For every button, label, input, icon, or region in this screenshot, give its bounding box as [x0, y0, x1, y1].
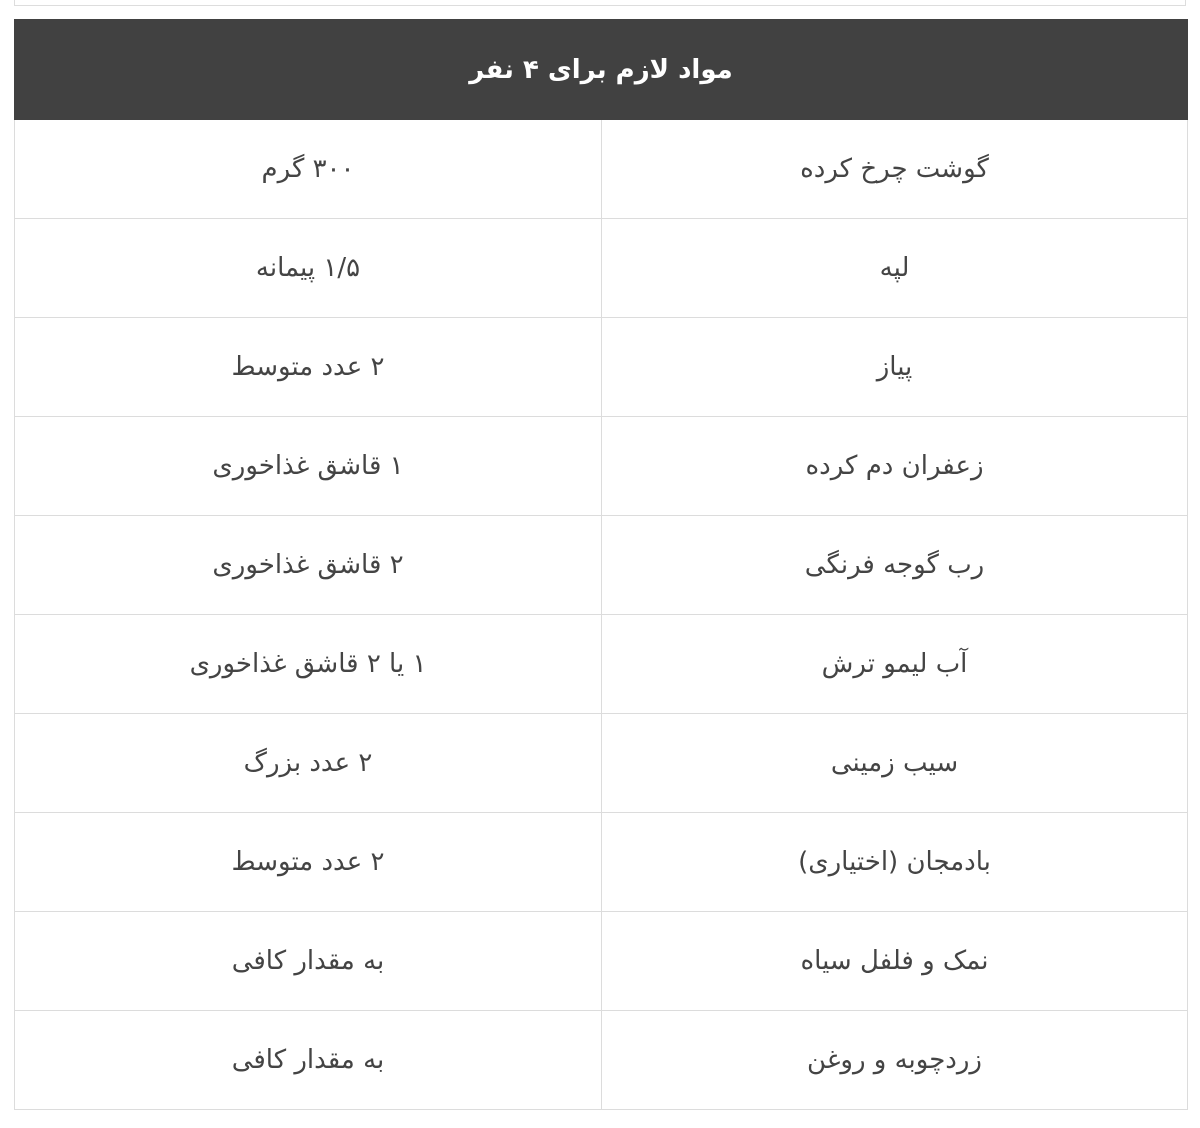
ingredient-amount: ۳۰۰ گرم [15, 120, 602, 219]
table-header-row [15, 20, 1188, 120]
ingredient-amount: ۱ یا ۲ قاشق غذاخوری [15, 615, 602, 714]
ingredient-name: لپه [602, 219, 1188, 318]
table-row [15, 219, 1188, 318]
ingredient-name: نمک و فلفل سیاه [602, 912, 1188, 1011]
table-row [15, 318, 1188, 417]
table-row [15, 516, 1188, 615]
ingredient-amount: به مقدار کافی [15, 912, 602, 1011]
ingredient-amount: ۱ قاشق غذاخوری [15, 417, 602, 516]
ingredient-name: بادمجان (اختیاری) [602, 813, 1188, 912]
ingredient-amount: ۲ عدد متوسط [15, 318, 602, 417]
table-row [15, 120, 1188, 219]
table-title: مواد لازم برای ۴ نفر [15, 20, 1188, 120]
table-row [15, 813, 1188, 912]
previous-table-edge [14, 0, 1186, 6]
ingredient-amount: ۲ قاشق غذاخوری [15, 516, 602, 615]
ingredient-name: پیاز [602, 318, 1188, 417]
ingredient-name: گوشت چرخ کرده [602, 120, 1188, 219]
ingredient-name: رب گوجه فرنگی [602, 516, 1188, 615]
ingredient-name: زردچوبه و روغن [602, 1011, 1188, 1110]
ingredient-amount: به مقدار کافی [15, 1011, 602, 1110]
ingredient-name: آب لیمو ترش [602, 615, 1188, 714]
ingredient-amount: ۲ عدد بزرگ [15, 714, 602, 813]
ingredient-name: زعفران دم کرده [602, 417, 1188, 516]
ingredient-amount: ۲ عدد متوسط [15, 813, 602, 912]
ingredients-table [14, 19, 1188, 1110]
ingredient-amount: ۱/۵ پیمانه [15, 219, 602, 318]
table-row [15, 417, 1188, 516]
table-row [15, 1011, 1188, 1110]
ingredient-name: سیب زمینی [602, 714, 1188, 813]
table-row [15, 912, 1188, 1011]
table-row [15, 615, 1188, 714]
table-row [15, 714, 1188, 813]
